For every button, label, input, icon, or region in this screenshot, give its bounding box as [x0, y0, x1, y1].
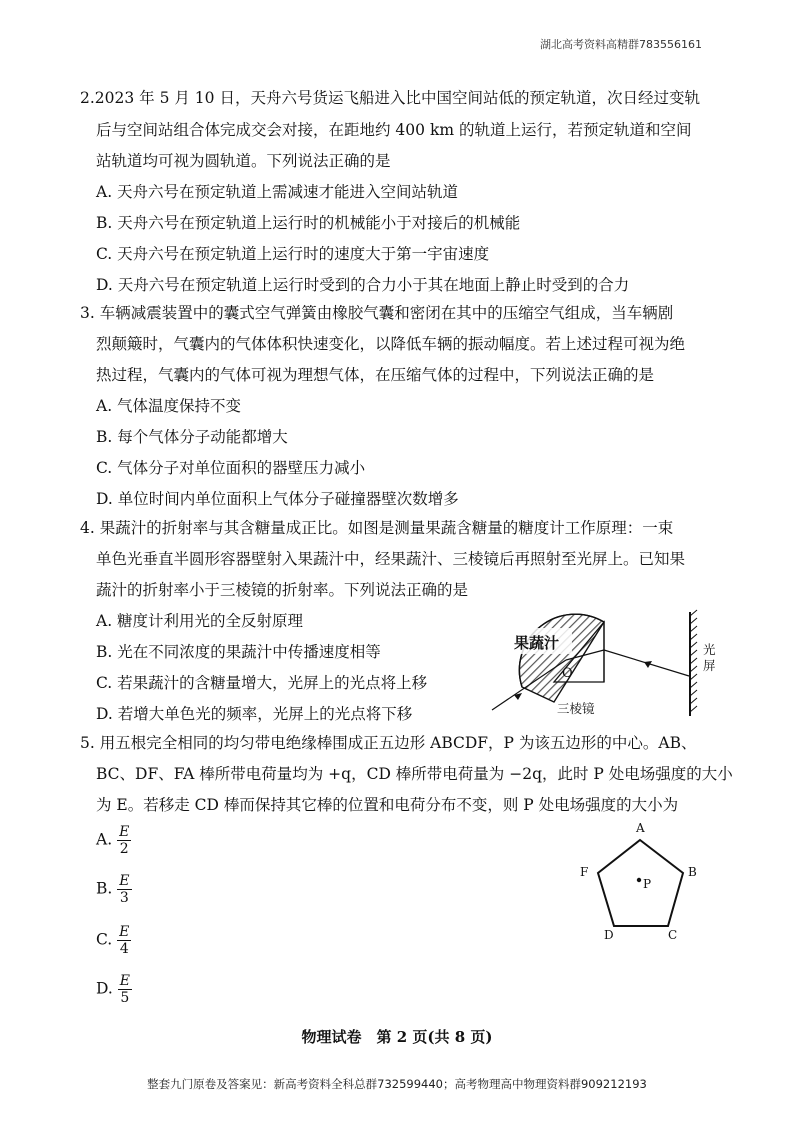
q3-stem-line-3: 热过程，气囊内的气体可视为理想气体，在压缩气体的过程中，下列说法正确的是	[96, 366, 655, 384]
q3-option-b: B. 每个气体分子动能都增大	[96, 428, 288, 446]
vertex-c-label: C	[668, 928, 678, 942]
q2-option-d: D. 天舟六号在预定轨道上运行时受到的合力小于其在地面上静止时受到的合力	[96, 276, 630, 294]
q4-stem-line-3: 蔬汁的折射率小于三棱镜的折射率。下列说法正确的是	[96, 581, 469, 599]
q3-stem-line-2: 烈颠簸时，气囊内的气体体积快速变化，以降低车辆的振动幅度。若上述过程可视为绝	[96, 335, 686, 353]
pentagon-figure	[572, 818, 712, 942]
q3-stem-line-1: 3. 车辆减震装置中的囊式空气弹簧由橡胶气囊和密闭在其中的压缩空气组成，当车辆剧	[80, 304, 674, 322]
center-point-p	[637, 878, 641, 882]
q5-stem-line-3: 为 E。若移走 CD 棒而保持其它棒的位置和电荷分布不变，则 P 处电场强度的大小为	[96, 796, 679, 814]
vertex-a-label: A	[636, 821, 645, 835]
q5-option-c-letter: C.	[96, 930, 113, 949]
q2-stem-line-3: 站轨道均可视为圆轨道。下列说法正确的是	[96, 152, 391, 170]
point-p-label: P	[643, 877, 652, 891]
q4-option-a: A. 糖度计利用光的全反射原理	[96, 612, 304, 630]
q4-option-c: C. 若果蔬汁的含糖量增大，光屏上的光点将上移	[96, 674, 428, 692]
bottom-advertisement: 整套九门原卷及答案见：新高考资料全科总群732599440；高考物理高中物理资料群909212193	[147, 1077, 647, 1091]
q4-stem-line-1: 4. 果蔬汁的折射率与其含糖量成正比。如图是测量果蔬含糖量的糖度计工作原理：一束	[80, 519, 674, 537]
q4-option-d: D. 若增大单色光的频率，光屏上的光点将下移	[96, 705, 413, 723]
q3-option-c: C. 气体分子对单位面积的器壁压力减小	[96, 459, 366, 477]
q2-option-c: C. 天舟六号在预定轨道上运行时的速度大于第一宇宙速度	[96, 245, 490, 263]
q5-option-c-fraction: $\frac{E}{4}$	[119, 924, 130, 957]
center-o-label: O	[562, 666, 573, 681]
q3-option-a: A. 气体温度保持不变	[96, 397, 242, 415]
q4-option-b: B. 光在不同浓度的果蔬汁中传播速度相等	[96, 643, 381, 661]
q5-option-a-letter: A.	[96, 830, 113, 849]
q2-stem-line-1: 2.2023 年 5 月 10 日，天舟六号货运飞船进入比中国空间站低的预定轨道，次日经过变轨	[80, 89, 700, 107]
q2-option-a: A. 天舟六号在预定轨道上需减速才能进入空间站轨道	[96, 183, 459, 201]
q5-option-c	[96, 924, 131, 957]
q5-stem-line-2: BC、DF、FA 棒所带电荷量均为 +q，CD 棒所带电荷量为 −2q，此时 P 处电场强度的大小	[96, 765, 733, 783]
q5-option-b	[96, 873, 132, 906]
q2-option-b: B. 天舟六号在预定轨道上运行时的机械能小于对接后的机械能	[96, 214, 521, 232]
pentagon	[598, 840, 683, 926]
q5-stem-line-1: 5. 用五根完全相同的均匀带电绝缘棒围成正五边形 ABCDF，P 为该五边形的中心。AB、	[80, 734, 697, 752]
q5-option-b-fraction: $\frac{E}{3}$	[119, 873, 130, 906]
vertex-b-label: B	[688, 865, 697, 879]
screen-label: 光屏	[703, 642, 716, 673]
q2-stem-line-2: 后与空间站组合体完成交会对接，在距地约 400 km 的轨道上运行，若预定轨道和空间	[96, 121, 692, 139]
watermark: 湖北高考资料高精群783556161	[540, 38, 702, 51]
q5-option-d-fraction: $\frac{E}{5}$	[119, 973, 130, 1006]
prism-label: 三棱镜	[557, 701, 595, 716]
semicircle-container	[519, 614, 604, 702]
refractometer-figure	[484, 602, 724, 724]
juice-label: 果蔬汁	[514, 634, 560, 652]
q5-option-a	[96, 824, 131, 857]
q5-option-d	[96, 973, 132, 1006]
q3-option-d: D. 单位时间内单位面积上气体分子碰撞器壁次数增多	[96, 490, 459, 508]
q5-option-a-fraction: $\frac{E}{2}$	[119, 824, 130, 857]
page-footer: 物理试卷 第 2 页(共 8 页)	[301, 1028, 493, 1046]
vertex-f-label: F	[580, 865, 589, 879]
q5-option-b-letter: B.	[96, 879, 113, 898]
vertex-d-label: D	[604, 928, 614, 942]
q5-option-d-letter: D.	[96, 979, 113, 998]
q4-stem-line-2: 单色光垂直半圆形容器壁射入果蔬汁中，经果蔬汁、三棱镜后再照射至光屏上。已知果	[96, 550, 686, 568]
